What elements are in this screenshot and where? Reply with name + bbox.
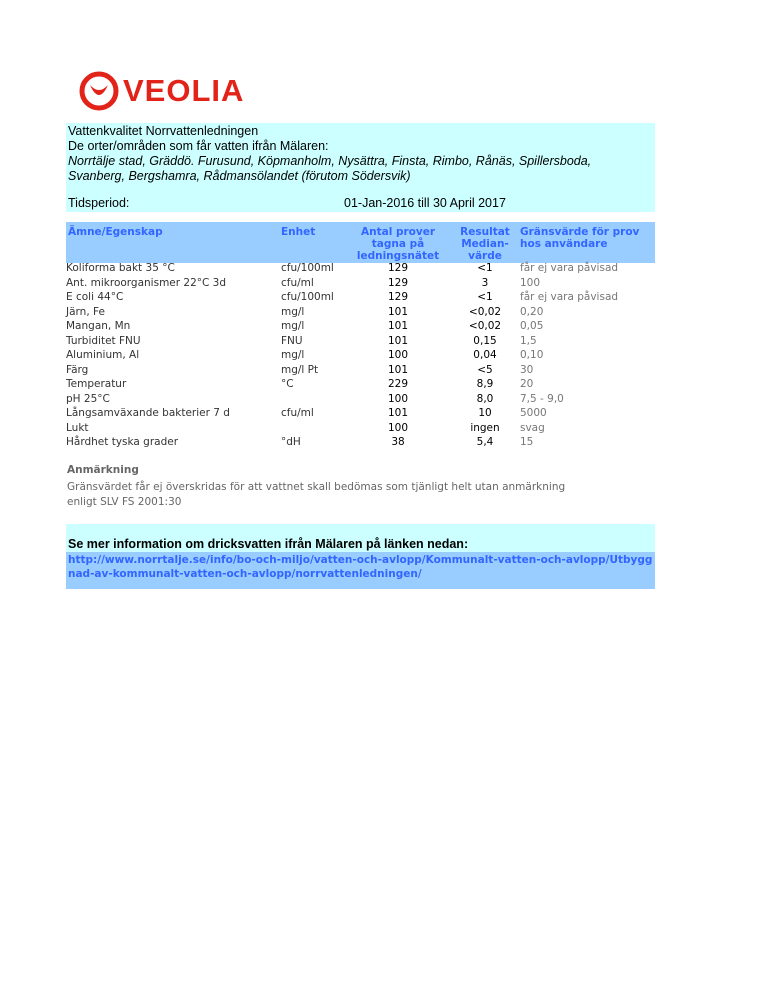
cell-substance: Temperatur [66, 378, 127, 390]
cell-substance: Långsamväxande bakterier 7 d [66, 407, 230, 419]
header-limit-line: hos användare [520, 238, 608, 250]
cell-substance: Koliforma bakt 35 °C [66, 262, 175, 274]
cell-result: <1 [477, 262, 493, 274]
cell-unit: cfu/100ml [281, 262, 334, 274]
header-result [446, 226, 524, 262]
remark-line: Gränsvärdet får ej överskridas för att vattnet skall bedömas som tjänligt helt utan anmärkning [67, 481, 566, 493]
header-samples-line: ledningsnätet [356, 250, 440, 262]
cell-limit: får ej vara påvisad [520, 291, 619, 303]
table-header [66, 222, 655, 263]
cell-result: 3 [481, 276, 489, 289]
cell-samples: 101 [387, 305, 409, 318]
cell-substance: Ant. mikroorganismer 22°C 3d [66, 276, 227, 289]
cell-limit: 0,20 [520, 305, 544, 318]
table-row [66, 335, 655, 350]
header-result-line: Median- [461, 238, 509, 250]
veolia-logo [79, 67, 279, 117]
cell-limit: 0,05 [520, 320, 544, 332]
cell-substance: Färg [66, 363, 89, 376]
cell-limit: svag [520, 421, 545, 434]
cell-samples: 129 [387, 291, 409, 303]
cell-samples: 38 [391, 436, 405, 448]
table-row [66, 262, 655, 277]
info-link[interactable]: http://www.norrtalje.se/info/bo-och-miljo/vatten-och-avlopp/Kommunalt-vatten-och-avlopp/Utbyggnad-av-kommunalt-vatten-och-avlopp/norrvattenledningen/ [68, 554, 653, 580]
cell-result: 0,15 [473, 334, 497, 347]
remark-text [67, 480, 627, 510]
cell-limit: 15 [520, 436, 534, 448]
document-subtitle: De orter/områden som får vatten ifrån Mälaren: [68, 139, 329, 153]
cell-substance: Turbiditet FNU [66, 334, 141, 347]
cell-result: 8,0 [476, 392, 494, 405]
cell-limit: 7,5 - 9,0 [520, 392, 564, 405]
cell-samples: 129 [387, 276, 409, 289]
cell-unit: mg/l [281, 320, 305, 332]
table-row [66, 378, 655, 393]
cell-samples: 100 [387, 421, 409, 434]
cell-result: 10 [478, 407, 492, 419]
period-value: 01-Jan-2016 till 30 April 2017 [344, 196, 506, 210]
cell-substance: Aluminium, Al [66, 349, 140, 361]
cell-limit: 20 [520, 378, 534, 390]
header-samples-line: Antal prover [360, 226, 435, 238]
cell-unit: °dH [281, 436, 301, 448]
document-title: Vattenkvalitet Norrvattenledningen [68, 124, 259, 138]
cell-samples: 129 [387, 262, 409, 274]
cell-substance: pH 25°C [66, 392, 110, 405]
cell-substance: Lukt [66, 421, 89, 434]
cell-substance: Hårdhet tyska grader [66, 436, 179, 448]
remark-line: enligt SLV FS 2001:30 [67, 496, 182, 508]
period-label: Tidsperiod: [68, 196, 130, 210]
cell-unit: cfu/100ml [281, 291, 334, 303]
cell-substance: Mangan, Mn [66, 320, 131, 332]
table-row [66, 393, 655, 408]
cell-unit: cfu/ml [281, 276, 314, 289]
cell-unit: FNU [281, 334, 303, 347]
table-row [66, 320, 655, 335]
cell-samples: 100 [387, 392, 409, 405]
cell-unit: mg/l Pt [281, 363, 319, 376]
cell-result: ingen [470, 421, 500, 434]
places-line-2: Svanberg, Bergshamra, Rådmansölandet (förutom Södersvik) [68, 169, 411, 183]
table-row [66, 436, 655, 451]
cell-result: <1 [477, 291, 493, 303]
cell-limit: 5000 [520, 407, 547, 419]
cell-limit: 1,5 [520, 334, 537, 347]
header-result-line: värde [468, 250, 502, 262]
cell-limit: 100 [520, 276, 541, 289]
header-limit [520, 226, 639, 250]
cell-samples: 101 [387, 334, 409, 347]
cell-limit: 0,10 [520, 349, 544, 361]
places-line-1: Norrtälje stad, Gräddö. Furusund, Köpmanholm, Nysättra, Finsta, Rimbo, Rånäs, Spillersboda, [68, 154, 592, 168]
header-unit: Enhet [281, 226, 316, 238]
info-box [66, 524, 655, 589]
table-row [66, 277, 655, 292]
info-title: Se mer information om dricksvatten ifrån Mälaren på länken nedan: [68, 537, 469, 551]
cell-result: <0,02 [468, 305, 502, 318]
cell-unit: cfu/ml [281, 407, 314, 419]
cell-substance: E coli 44°C [66, 291, 124, 303]
header-substance: Ämne/Egenskap [68, 226, 163, 238]
info-link-area [66, 552, 655, 589]
cell-unit: mg/l [281, 305, 305, 318]
header-samples [352, 226, 444, 262]
cell-samples: 229 [387, 378, 409, 390]
cell-unit: °C [281, 378, 294, 390]
table-row [66, 407, 655, 422]
cell-result: 5,4 [476, 436, 494, 448]
logo-text: VEOLIA [123, 73, 245, 108]
table-row [66, 349, 655, 364]
cell-result: <0,02 [468, 320, 502, 332]
table-row [66, 306, 655, 321]
cell-samples: 101 [387, 407, 409, 419]
header-limit-line: Gränsvärde för prov [520, 226, 640, 238]
table-row [66, 364, 655, 379]
header-result-line: Resultat [460, 226, 510, 238]
cell-limit: 30 [520, 363, 534, 376]
table-row [66, 422, 655, 437]
cell-unit: mg/l [281, 349, 305, 361]
table-row [66, 291, 655, 306]
header-samples-line: tagna på [371, 238, 425, 250]
veolia-logo-icon [79, 71, 119, 111]
cell-samples: 101 [387, 320, 409, 332]
cell-limit: får ej vara påvisad [520, 262, 619, 274]
cell-samples: 100 [387, 349, 409, 361]
cell-result: 8,9 [476, 378, 494, 390]
remark-title: Anmärkning [67, 464, 139, 476]
cell-result: 0,04 [473, 349, 497, 361]
cell-substance: Järn, Fe [66, 305, 105, 318]
cell-result: <5 [477, 363, 493, 376]
cell-samples: 101 [387, 363, 409, 376]
